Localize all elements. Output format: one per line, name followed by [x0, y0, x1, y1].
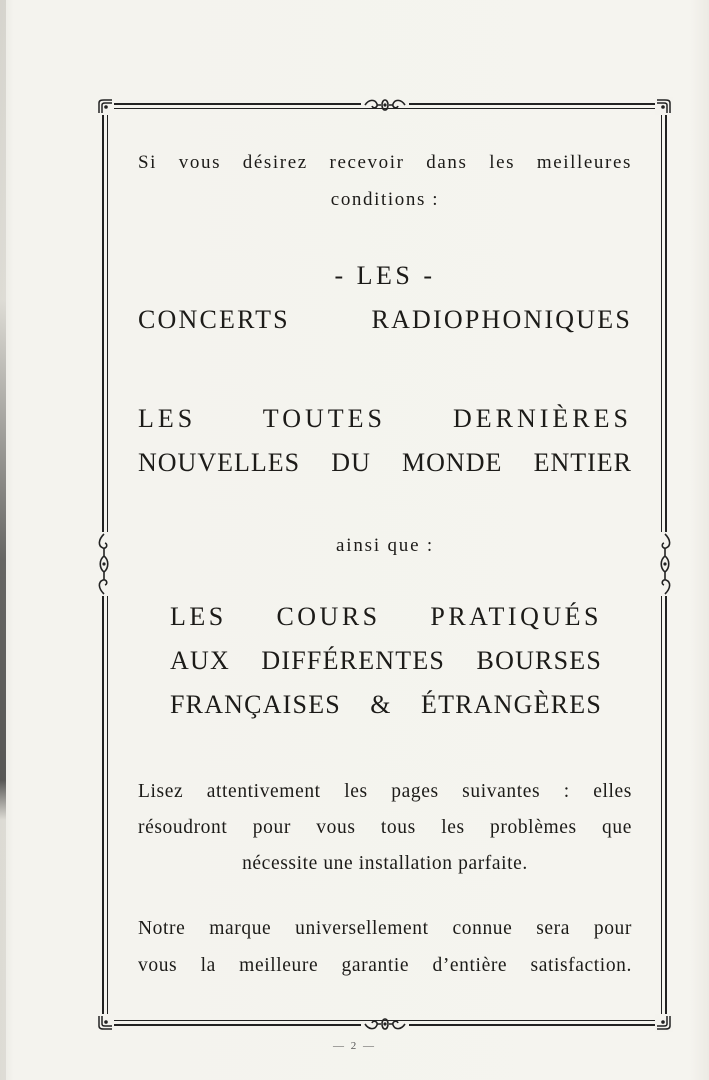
paragraph-1-line-3: nécessite une installation parfaite. — [242, 853, 528, 874]
page-number: — 2 — — [333, 1040, 376, 1052]
heading-cours: LES COURS PRATIQUÉS — [170, 602, 602, 631]
paragraph-1-line-1: Lisez attentivement les pages suivantes : elles — [138, 781, 632, 802]
corner-flourish-icon — [655, 1014, 673, 1032]
paragraph-2-line-2: vous la meilleure garantie d’entière satisfaction. — [138, 955, 632, 976]
corner-flourish-icon — [96, 1014, 114, 1032]
intro-line-1: Si vous désirez recevoir dans les meilleures — [138, 152, 632, 173]
vertical-flourish-icon — [95, 532, 113, 596]
scroll-flourish-icon — [361, 96, 409, 114]
heading-francaises: FRANÇAISES & ÉTRANGÈRES — [170, 690, 602, 719]
paragraph-1-line-2: résoudront pour vous tous les problèmes que — [138, 817, 632, 838]
corner-flourish-icon — [655, 97, 673, 115]
decorative-frame — [99, 100, 670, 1029]
scroll-flourish-icon — [361, 1015, 409, 1033]
paragraph-2-line-1: Notre marque universellement connue sera pour — [138, 918, 632, 939]
heading-aux: AUX DIFFÉRENTES BOURSES — [170, 646, 602, 675]
ainsi-que: ainsi que : — [336, 535, 434, 556]
heading-concerts: CONCERTS RADIOPHONIQUES — [138, 305, 632, 334]
binding-shadow — [0, 0, 6, 1080]
heading-nouvelles: NOUVELLES DU MONDE ENTIER — [138, 448, 632, 477]
corner-flourish-icon — [96, 97, 114, 115]
intro-line-2: conditions : — [330, 189, 440, 210]
vertical-flourish-icon — [656, 532, 674, 596]
heading-les: - LES - — [334, 261, 436, 290]
heading-toutes: LES TOUTES DERNIÈRES — [138, 404, 632, 433]
